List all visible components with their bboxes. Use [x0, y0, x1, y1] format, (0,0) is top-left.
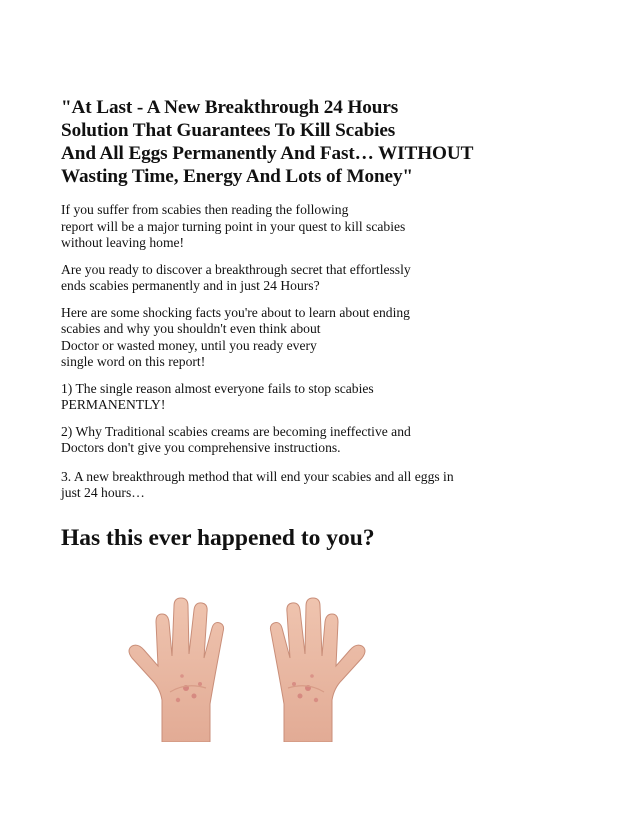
fact-item-3	[61, 469, 531, 502]
intro-paragraph	[61, 202, 531, 252]
paragraph-line: without leaving home!	[61, 235, 185, 250]
hands-illustration	[122, 592, 372, 742]
headline-line: "At Last - A New Breakthrough 24 Hours	[61, 97, 399, 118]
document-page	[61, 96, 531, 552]
right-hand	[270, 598, 365, 742]
headline-line: And All Eggs Permanently And Fast… WITHOUT	[61, 143, 474, 164]
paragraph-line: Here are some shocking facts you're about to learn about ending	[61, 304, 410, 320]
hands-palms-icon	[122, 592, 372, 742]
subheading: Has this ever happened to you?	[61, 524, 375, 551]
paragraph-line: single word on this report!	[61, 354, 206, 369]
facts-paragraph	[61, 305, 531, 371]
paragraph-line: If you suffer from scabies then reading the following	[61, 202, 349, 217]
paragraph-line: scabies and why you shouldn't even think about	[61, 321, 321, 336]
paragraph-line: ends scabies permanently and in just 24 Hours?	[61, 278, 320, 293]
question-paragraph	[61, 262, 531, 295]
headline-line: Solution That Guarantees To Kill Scabies	[61, 120, 396, 141]
paragraph-line: report will be a major turning point in your quest to kill scabies	[61, 218, 406, 234]
fact-item-2	[61, 424, 531, 457]
headline-line: Wasting Time, Energy And Lots of Money"	[61, 166, 413, 187]
paragraph-line: 1) The single reason almost everyone fails to stop scabies	[61, 380, 374, 396]
headline	[61, 96, 531, 188]
paragraph-line: PERMANENTLY!	[61, 397, 166, 412]
paragraph-line: Doctors don't give you comprehensive instructions.	[61, 440, 341, 455]
paragraph-line: 3. A new breakthrough method that will end your scabies and all eggs in	[61, 468, 454, 484]
paragraph-line: just 24 hours…	[61, 485, 145, 500]
fact-item-1	[61, 381, 531, 414]
paragraph-line: Are you ready to discover a breakthrough secret that effortlessly	[61, 261, 411, 277]
paragraph-line: 2) Why Traditional scabies creams are becoming ineffective and	[61, 423, 411, 439]
paragraph-line: Doctor or wasted money, until you ready every	[61, 337, 317, 353]
left-hand	[129, 598, 224, 742]
